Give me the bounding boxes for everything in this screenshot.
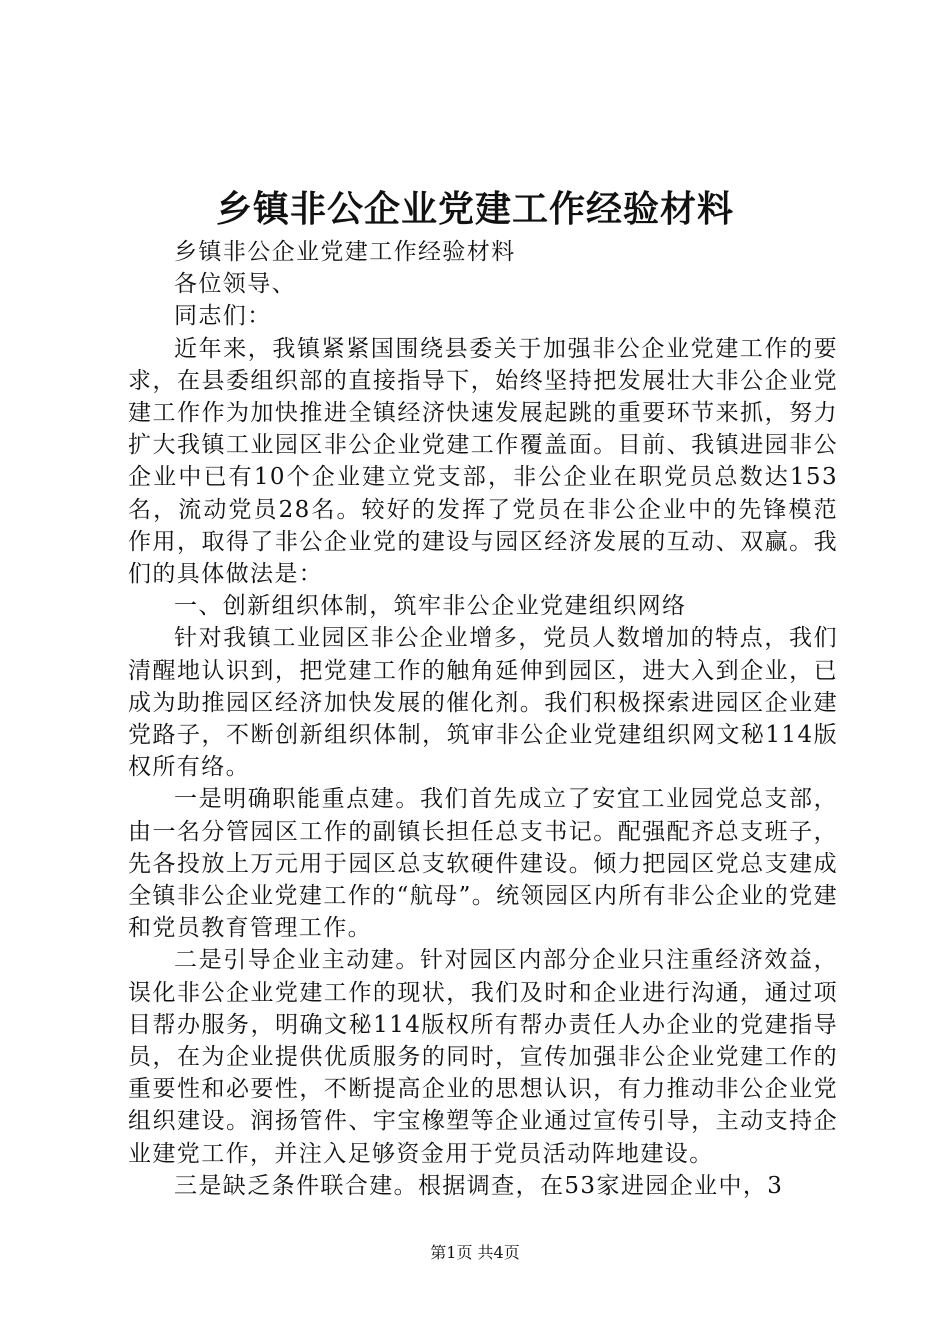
salutation-line-1: 各位领导、 (174, 271, 296, 298)
document-body (128, 236, 838, 1202)
document-title: 乡镇非公企业党建工作经验材料 (215, 188, 734, 230)
section-heading-1: 一、创新组织体制，筑牢非公企业党建组织网络 (174, 593, 687, 620)
salutation-line-2: 同志们： (174, 303, 272, 330)
paragraph-section-1: 针对我镇工业园区非公企业增多，党员人数增加的特点，我们清醒地认识到，把党建工作的触角延伸到园区，进大入到企业，已成为助推园区经济加快发展的催化剂。我们积极探索进园区企业建党路子，不断创新组织体制，筑审非公企业党建组织网文秘114版权所有络。 (128, 625, 838, 781)
paragraph-point-3: 三是缺乏条件联合建。根据调查，在53家进园企业中，3 (174, 1172, 784, 1199)
body-subtitle: 乡镇非公企业党建工作经验材料 (174, 239, 516, 265)
paragraph-point-1: 一是明确职能重点建。我们首先成立了安宜工业园党总支部，由一名分管园区工作的副镇长担任总支书记。配强配齐总支班子，先各投放上万元用于园区总支软硬件建设。倾力把园区党总支建成全镇非公企业党建工作的“航母”。统领园区内所有非公企业的党建和党员教育管理工作。 (128, 786, 838, 942)
page-footer: 第1页 共4页 (430, 1243, 520, 1262)
paragraph-point-2: 二是引导企业主动建。针对园区内部分企业只注重经济效益，误化非公企业党建工作的现状，我们及时和企业进行沟通，通过项目帮办服务，明确文秘114版权所有帮办责任人办企业的党建指导员，在为企业提供优质服务的同时，宣传加强非公企业党建工作的重要性和必要性，不断提高企业的思想认识，有力推动非公企业党组织建设。润扬管件、宇宝橡塑等企业通过宣传引导，主动支持企业建党工作，并注入足够资金用于党员活动阵地建设。 (128, 947, 838, 1167)
paragraph-intro: 近年来，我镇紧紧国围绕县委关于加强非公企业党建工作的要求，在县委组织部的直接指导下，始终坚持把发展壮大非公企业党建工作作为加快推进全镇经济快速发展起跳的重要环节来抓，努力扩大我镇工业园区非公企业党建工作覆盖面。目前、我镇进园非公企业中已有10个企业建立党支部，非公企业在职党员总数达153名，流动党员28名。较好的发挥了党员在非公企业中的先锋模范作用，取得了非公企业党的建设与园区经济发展的互动、双赢。我们的具体做法是： (128, 335, 838, 588)
